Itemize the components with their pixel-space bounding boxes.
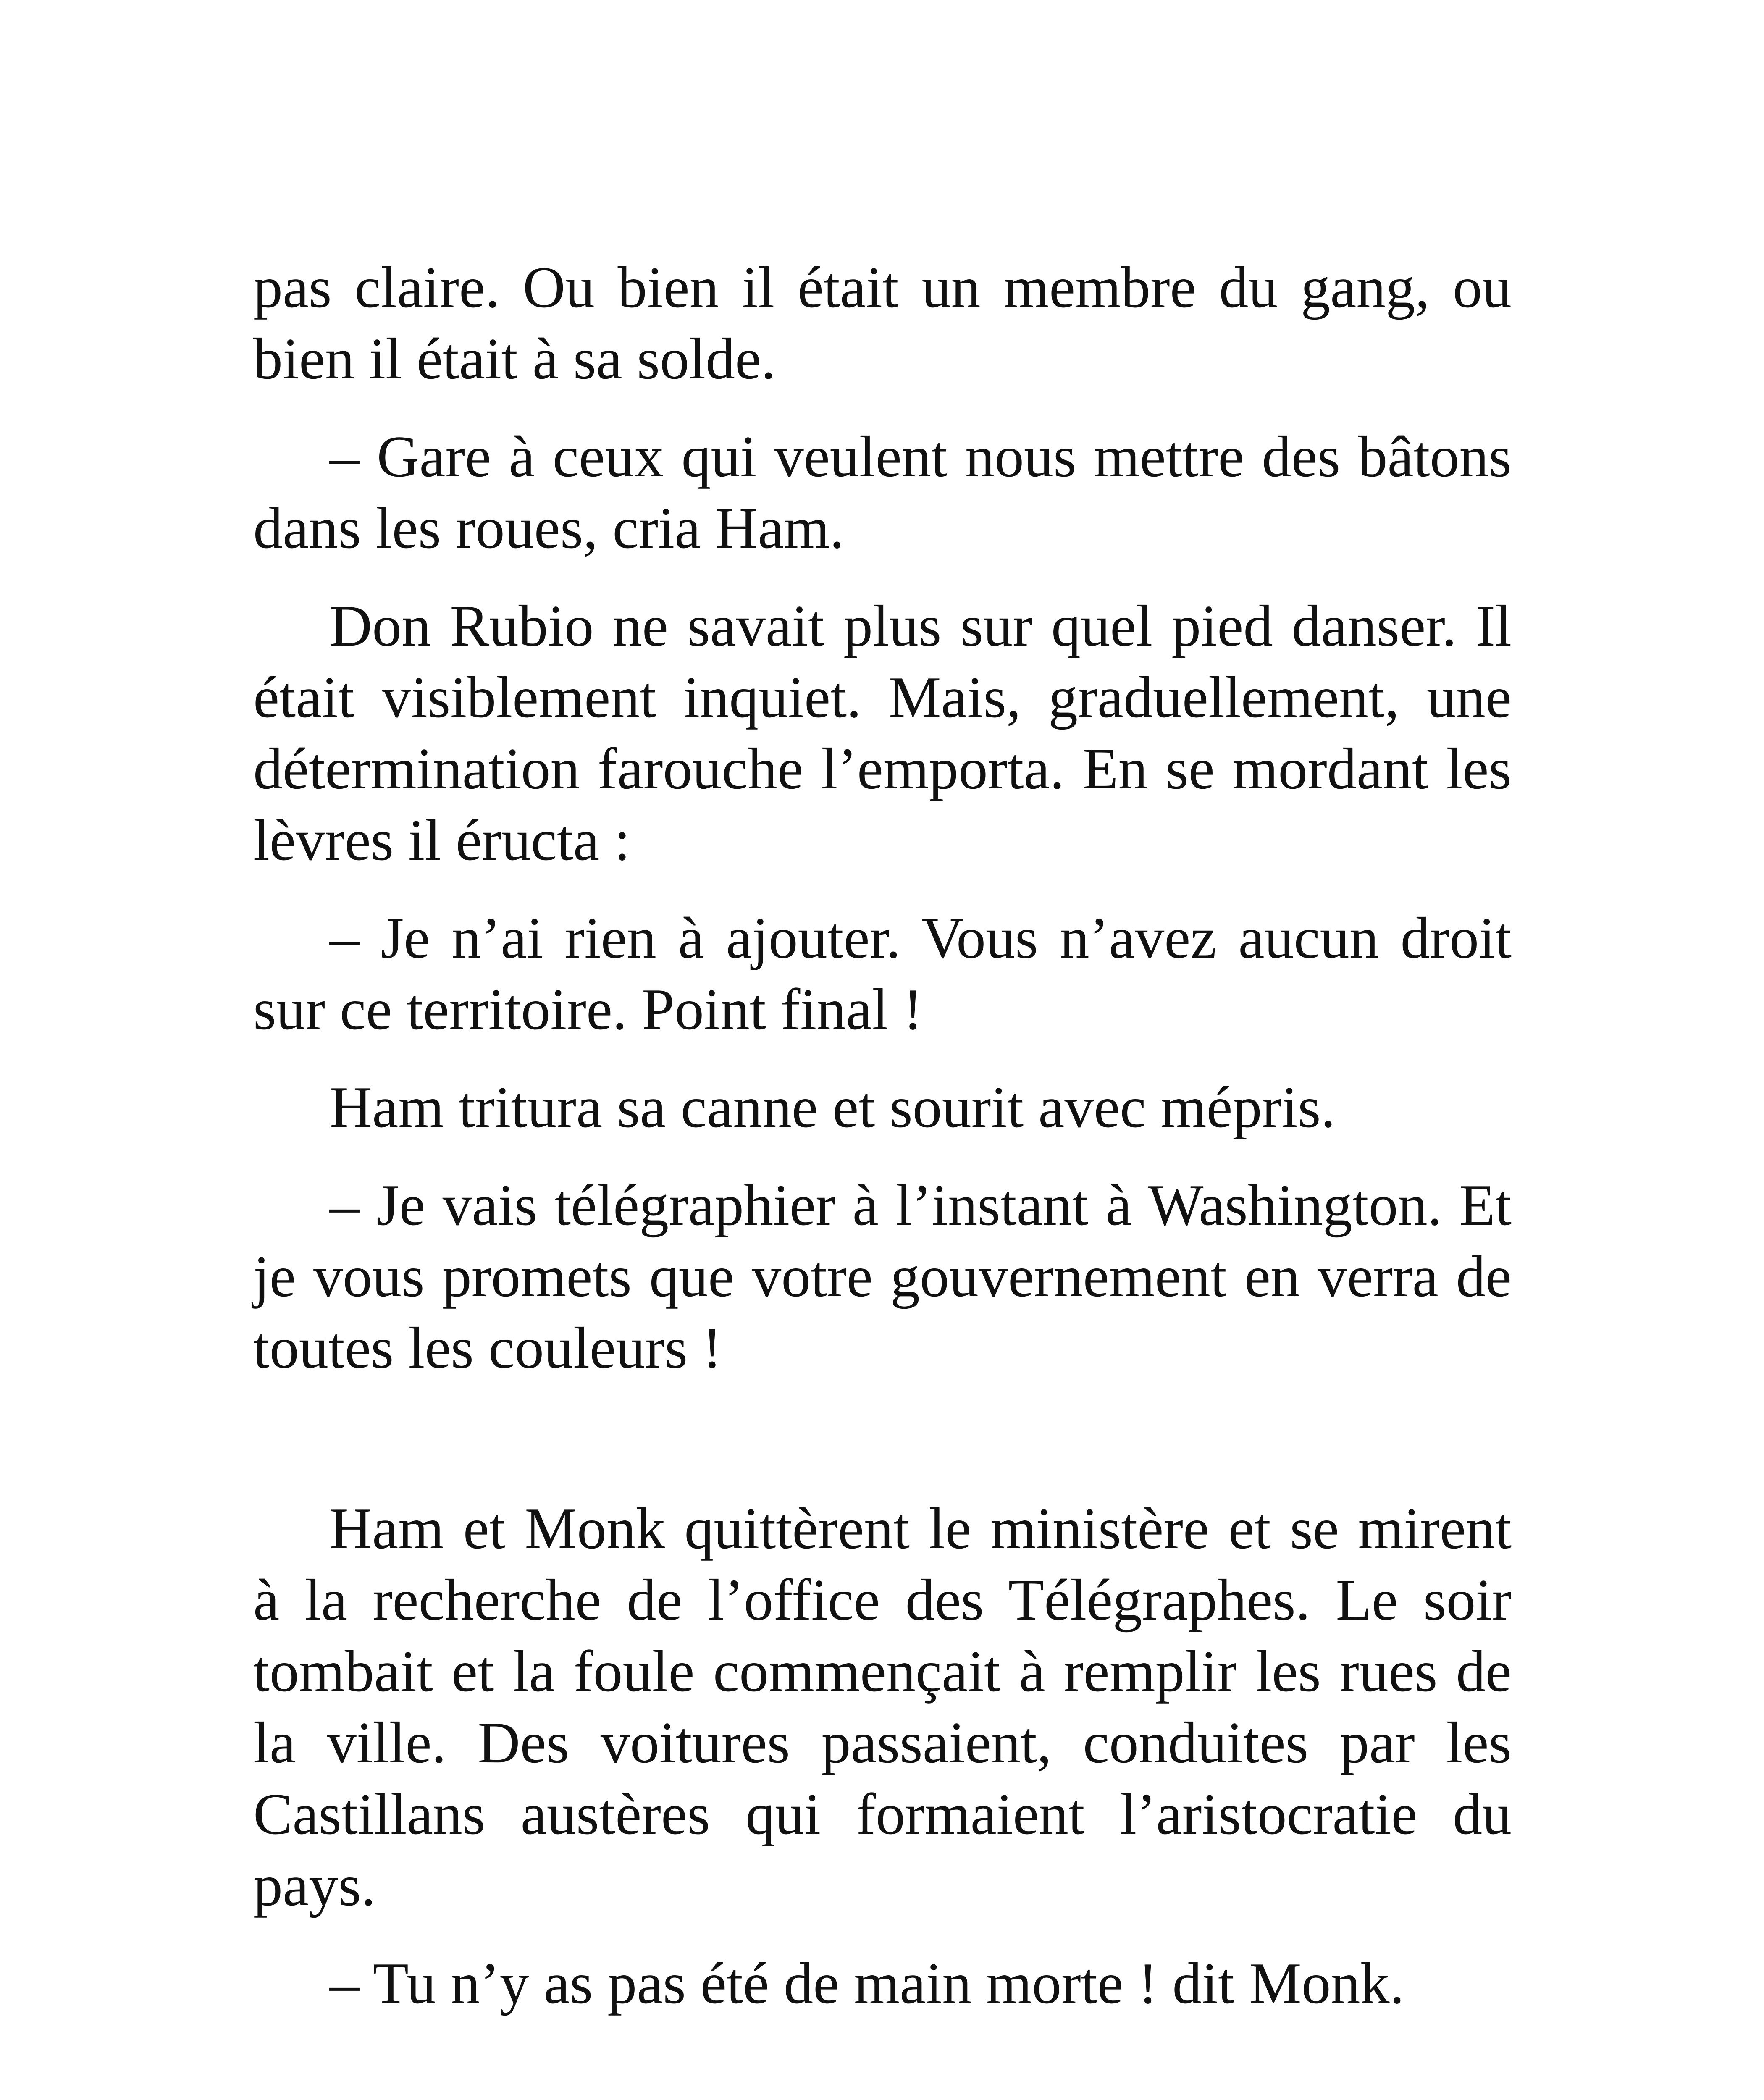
- paragraph-dialogue-monk: – Tu n’y as pas été de main morte ! dit Monk.: [330, 1951, 1404, 2016]
- paragraph-dialogue-telegraph: – Je vais télégraphier à l’instant à Washington. Et je vous promets que votre gouvernement en verra de toutes les couleurs !: [253, 1173, 1512, 1381]
- paragraph-dialogue-ham-warning: – Gare à ceux qui veulent nous mettre des bâtons dans les roues, cria Ham.: [253, 424, 1512, 561]
- paragraph-continuation: pas claire. Ou bien il était un membre du gang, ou bien il était à sa solde.: [253, 255, 1512, 391]
- paragraph-ham-cane: Ham tritura sa canne et sourit avec mépris.: [330, 1075, 1336, 1140]
- paragraph-dialogue-rubio-reply: – Je n’ai rien à ajouter. Vous n’avez aucun droit sur ce territoire. Point final !: [253, 906, 1512, 1042]
- paragraph-don-rubio: Don Rubio ne savait plus sur quel pied danser. Il était visiblement inquiet. Mais, graduellement, une détermination farouche l’emporta. En se mordant les lèvres il éructa :: [253, 593, 1512, 873]
- body-text: [253, 252, 1512, 2019]
- paragraph-ham-monk-leave: Ham et Monk quittèrent le ministère et se mirent à la recherche de l’office des Télégraphes. Le soir tombait et la foule commençait à remplir les rues de la ville. Des voitures passaient, conduites par les Castillans austères qui formaient l’aristocratie du pays.: [253, 1496, 1512, 1918]
